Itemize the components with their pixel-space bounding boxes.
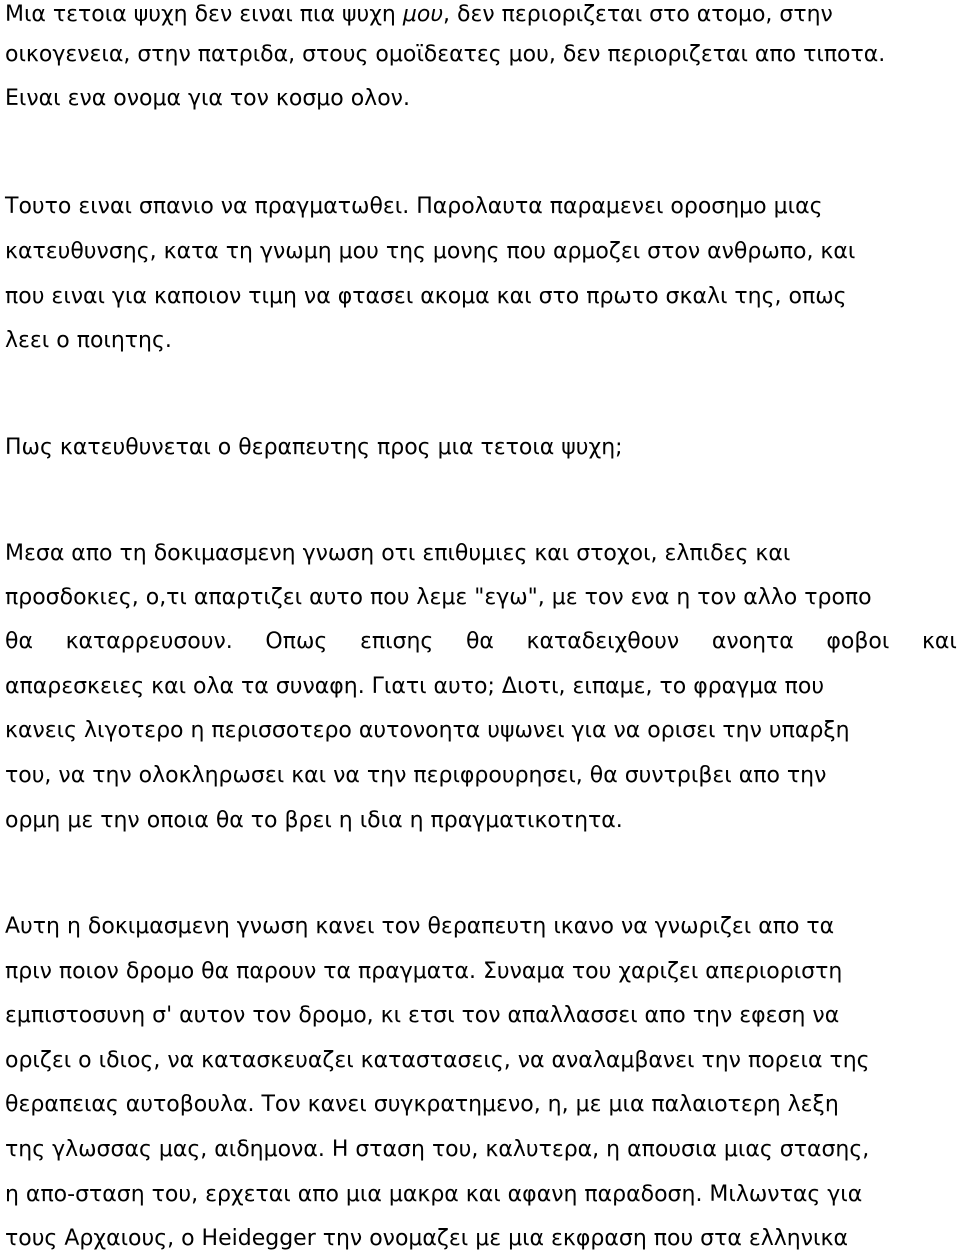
paragraph-4-line-4: απαρεσκειες και ολα τα συναφη. Γιατι αυτο; Διοτι, ειπαμε, το φραγμα που bbox=[5, 674, 825, 699]
paragraph-3-question: Πως κατευθυνεται ο θεραπευτης προς μια τετοια ψυχη; bbox=[5, 435, 623, 460]
paragraph-2-line-3: που ειναι για καποιον τιμη να φτασει ακομα και στο πρωτο σκαλι της, οπως bbox=[5, 284, 847, 309]
paragraph-5-line-3: εμπιστοσυνη σ' αυτον τον δρομο, κι ετσι τον απαλλασσει απο την εφεση να bbox=[5, 1003, 840, 1028]
paragraph-5-line-1: Αυτη η δοκιμασμενη γνωση κανει τον θεραπευτη ικανο να γνωριζει απο τα bbox=[5, 914, 835, 939]
paragraph-4-line-1: Μεσα απο τη δοκιμασμενη γνωση οτι επιθυμιες και στοχοι, ελπιδες και bbox=[5, 541, 791, 566]
justified-word: επισης bbox=[359, 629, 434, 654]
paragraph-1-line-1 bbox=[5, 0, 833, 30]
justified-word: Οπως bbox=[265, 629, 328, 654]
paragraph-2-line-4: λεει ο ποιητης. bbox=[5, 328, 172, 353]
p1-emphasis-word: μου bbox=[402, 2, 444, 27]
justified-word: φοβοι bbox=[826, 629, 890, 654]
paragraph-4-line-2: προσδοκιες, ο,τι απαρτιζει αυτο που λεμε "εγω", με τον ενα η τον αλλο τροπο bbox=[5, 585, 872, 610]
paragraph-5-line-8: τους Αρχαιους, ο Heidegger την ονομαζει με μια εκφραση που στα ελληνικα bbox=[5, 1226, 848, 1251]
paragraph-4-line-6: του, να την ολοκληρωσει και να την περιφρουρησει, θα συντριβει απο την bbox=[5, 763, 827, 788]
paragraph-5-line-2: πριν ποιον δρομο θα παρουν τα πραγματα. Συναμα του χαριζει απεριοριστη bbox=[5, 959, 843, 984]
justified-word: και bbox=[921, 629, 957, 654]
paragraph-5-line-5: θεραπειας αυτοβουλα. Τον κανει συγκρατημενο, η, με μια παλαιοτερη λεξη bbox=[5, 1092, 839, 1117]
p1-line1-end: , δεν περιοριζεται στο ατομο, στην bbox=[443, 2, 833, 27]
paragraph-5-line-7: η απο-σταση του, ερχεται απο μια μακρα και αφανη παραδοση. Μιλωντας για bbox=[5, 1182, 863, 1207]
justified-word: θα bbox=[5, 629, 33, 654]
paragraph-5-line-6: της γλωσσας μας, αιδημονα. Η σταση του, καλυτερα, η απουσια μιας στασης, bbox=[5, 1137, 870, 1162]
paragraph-2-line-2: κατευθυνσης, κατα τη γνωμη μου της μονης που αρμοζει στον ανθρωπο, και bbox=[5, 239, 856, 264]
paragraph-1-line-3: Ειναι ενα ονομα για τον κοσμο ολον. bbox=[5, 86, 410, 111]
justified-word: θα bbox=[465, 629, 494, 654]
paragraph-4-line-7: ορμη με την οποια θα το βρει η ιδια η πραγματικοτητα. bbox=[5, 808, 623, 833]
paragraph-4-line-3 bbox=[5, 627, 957, 657]
justified-word: καταρρευσουν. bbox=[65, 629, 233, 654]
paragraph-2-line-1: Τουτο ειναι σπανιο να πραγματωθει. Παρολαυτα παραμενει οροσημο μιας bbox=[5, 194, 823, 219]
paragraph-4-line-5: κανεις λιγοτερο η περισσοτερο αυτονοητα υψωνει για να ορισει την υπαρξη bbox=[5, 718, 850, 743]
p1-line1-start: Μια τετοια ψυχη δεν ειναι πια ψυχη bbox=[5, 2, 403, 27]
justified-word: ανοητα bbox=[711, 629, 794, 654]
paragraph-1-line-2: οικογενεια, στην πατριδα, στους ομοϊδεατες μου, δεν περιοριζεται απο τιποτα. bbox=[5, 42, 886, 67]
paragraph-5-line-4: οριζει ο ιδιος, να κατασκευαζει καταστασεις, να αναλαμβανει την πορεια της bbox=[5, 1048, 870, 1073]
justified-word: καταδειχθουν bbox=[526, 629, 680, 654]
